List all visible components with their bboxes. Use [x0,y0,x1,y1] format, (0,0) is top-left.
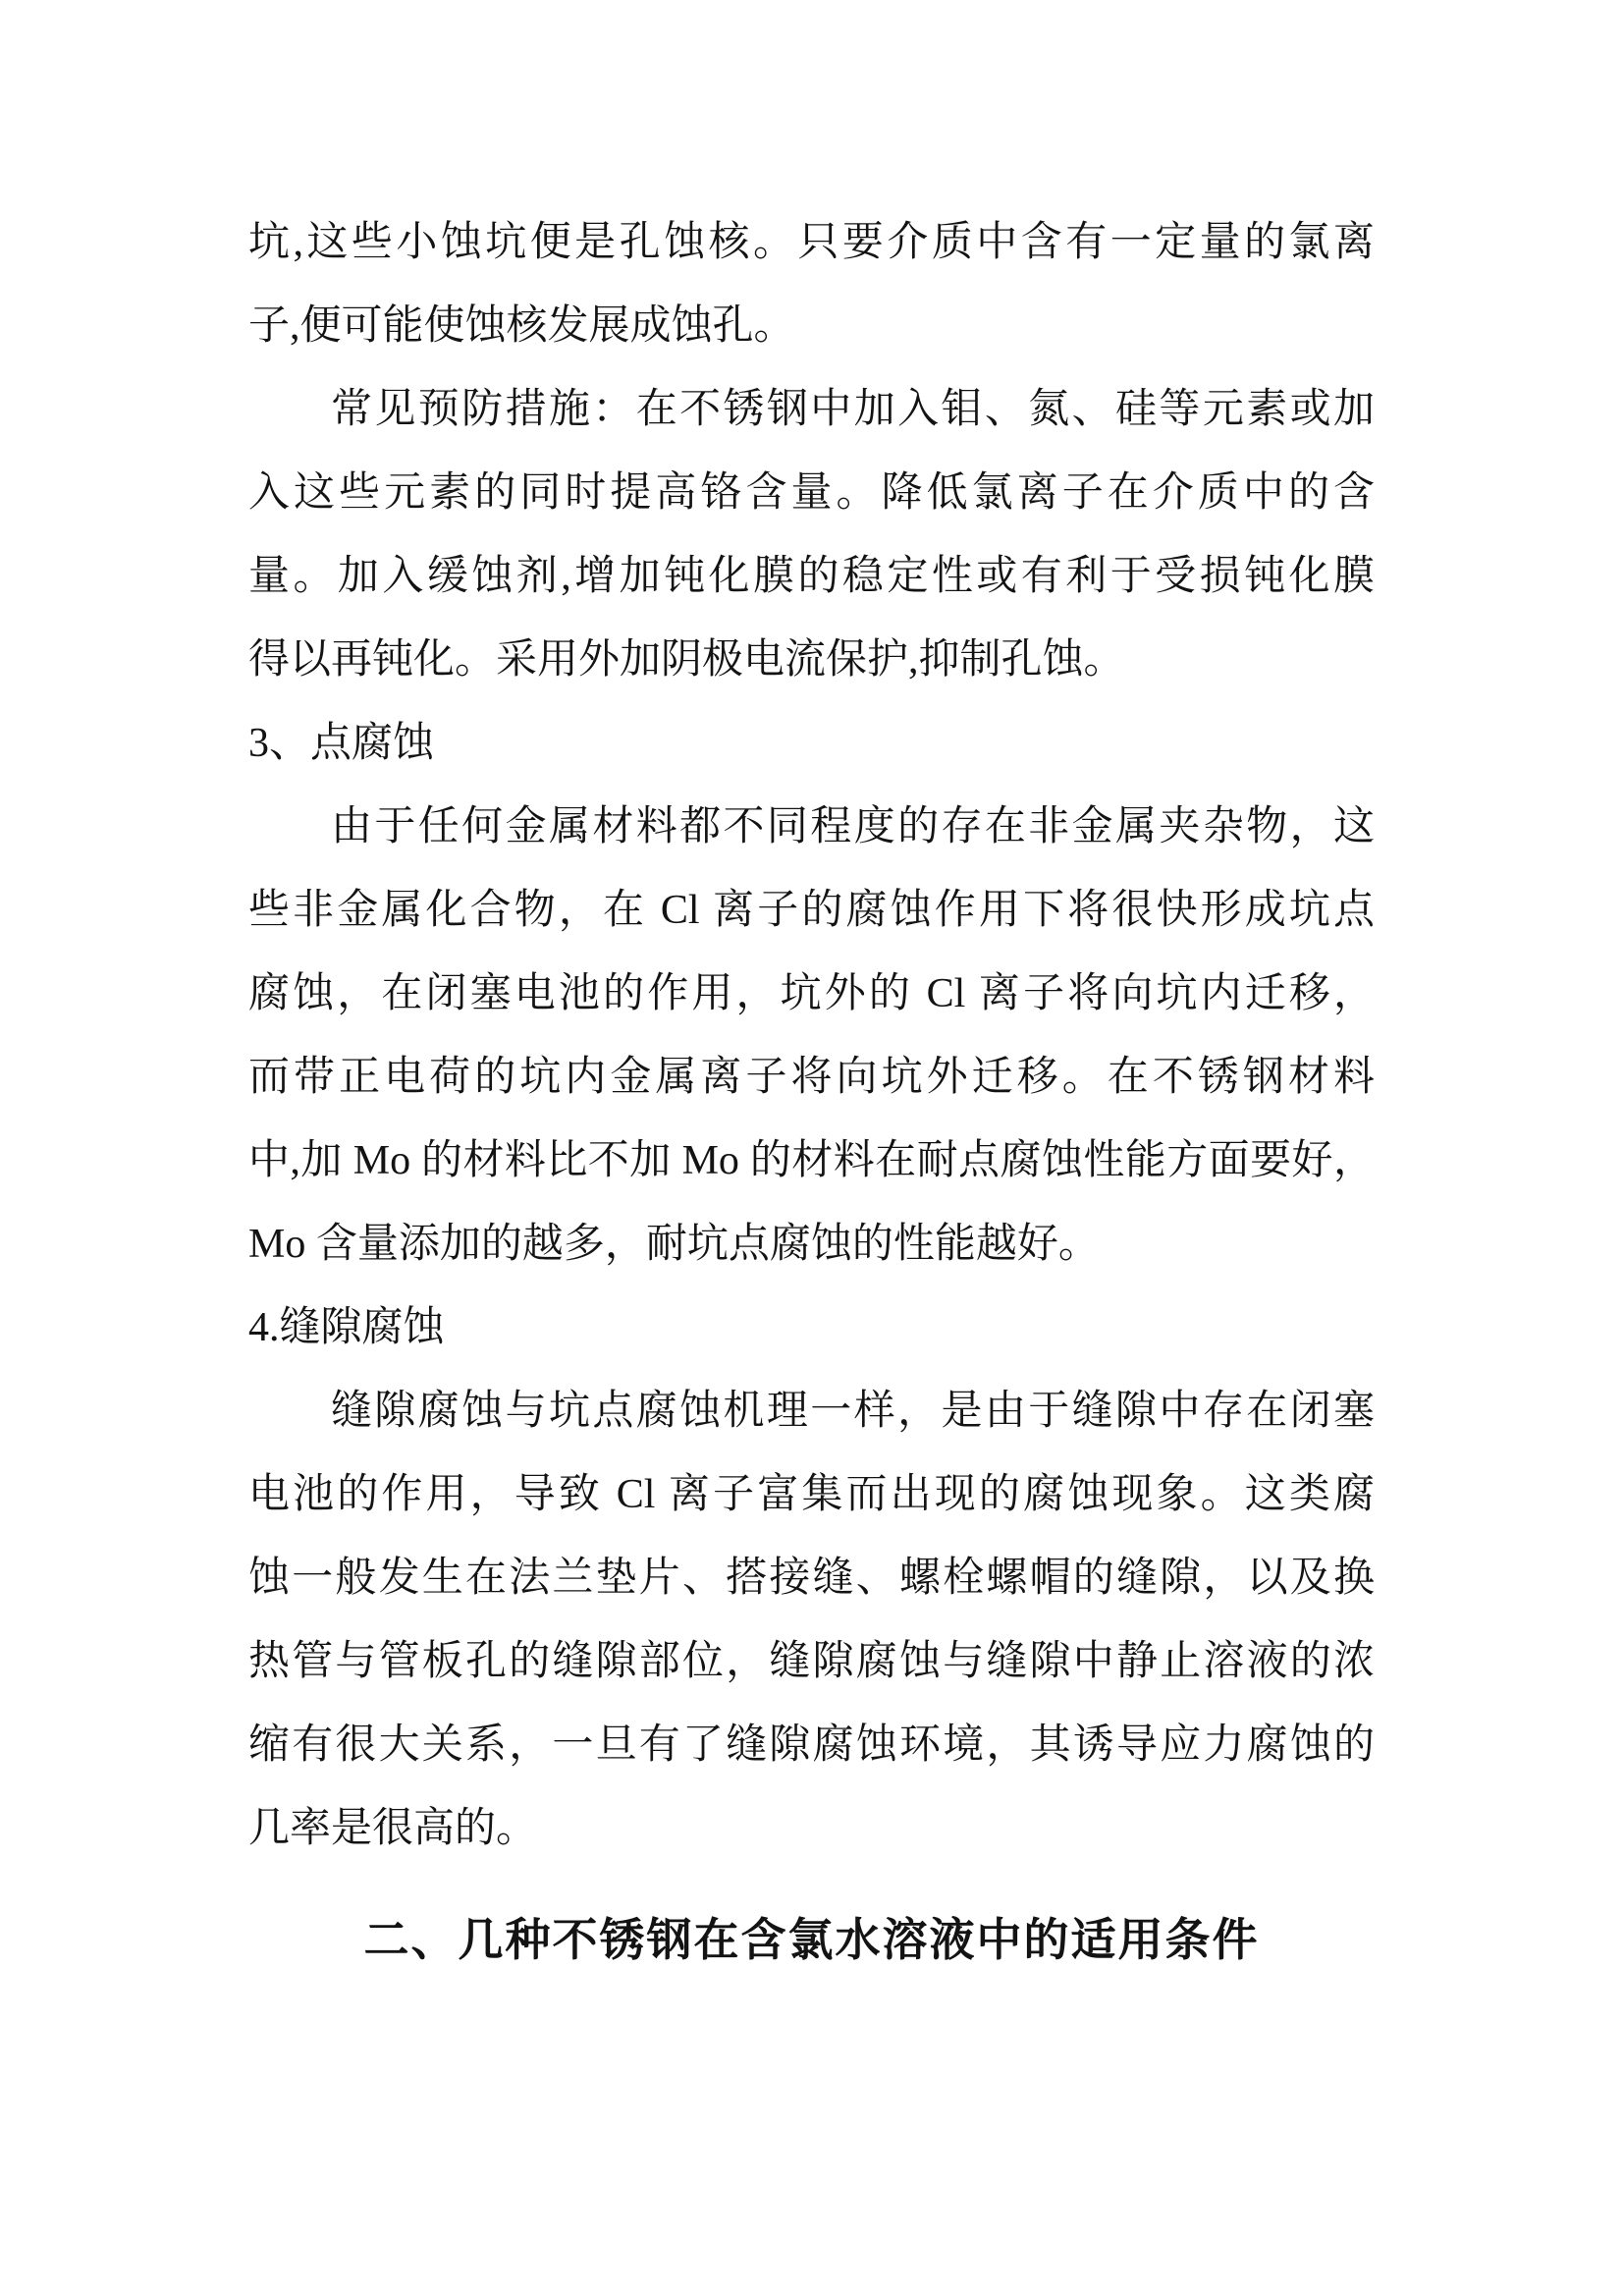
chapter-heading-line: 二、几种不锈钢在含氯水溶液中的适用条件 [363,1915,1260,1965]
body-line: 缩有很大关系，一旦有了缝隙腐蚀环境，其诱导应力腐蚀的 [248,1722,1375,1768]
paragraph-prevention-measures [248,368,1375,702]
text-column [248,201,1375,1982]
body-line: 常见预防措施：在不锈钢中加入钼、氮、硅等元素或加 [331,387,1375,432]
body-line: Mo 含量添加的越多，耐坑点腐蚀的性能越好。 [248,1222,1100,1267]
body-line: 入这些元素的同时提高铬含量。降低氯离子在介质中的含 [248,470,1375,516]
paragraph-crevice-corrosion [248,1370,1375,1871]
body-line: 电池的作用，导致 Cl 离子富集而出现的腐蚀现象。这类腐 [248,1472,1375,1517]
body-line: 由于任何金属材料都不同程度的存在非金属夹杂物，这 [331,804,1375,849]
body-line: 中,加 Mo 的材料比不加 Mo 的材料在耐点腐蚀性能方面要好， [248,1138,1375,1183]
body-line: 些非金属化合物，在 Cl 离子的腐蚀作用下将很快形成坑点 [248,888,1375,933]
section-4-heading [248,1286,1375,1370]
paragraph-point-corrosion [248,786,1375,1286]
body-line: 量。加入缓蚀剂,增加钝化膜的稳定性或有利于受损钝化膜 [248,554,1375,599]
numbered-heading-line: 4.缝隙腐蚀 [248,1305,445,1350]
paragraph-pitting-nucleus [248,201,1375,368]
body-line: 缝隙腐蚀与坑点腐蚀机理一样，是由于缝隙中存在闭塞 [331,1389,1375,1434]
body-line: 坑,这些小蚀坑便是孔蚀核。只要介质中含有一定量的氯离 [248,220,1375,265]
numbered-heading-line: 3、点腐蚀 [248,721,435,766]
chapter-2-title [248,1898,1375,1982]
body-line: 而带正电荷的坑内金属离子将向坑外迁移。在不锈钢材料 [248,1055,1375,1100]
body-line: 几率是很高的。 [248,1806,538,1851]
body-line: 腐蚀，在闭塞电池的作用，坑外的 Cl 离子将向坑内迁移， [248,971,1375,1016]
body-line: 蚀一般发生在法兰垫片、搭接缝、螺栓螺帽的缝隙，以及换 [248,1556,1375,1601]
section-3-heading [248,702,1375,786]
body-line: 子,便可能使蚀核发展成蚀孔。 [248,303,795,349]
body-line: 热管与管板孔的缝隙部位，缝隙腐蚀与缝隙中静止溶液的浓 [248,1639,1375,1684]
body-line: 得以再钝化。采用外加阴极电流保护,抑制孔蚀。 [248,637,1125,683]
